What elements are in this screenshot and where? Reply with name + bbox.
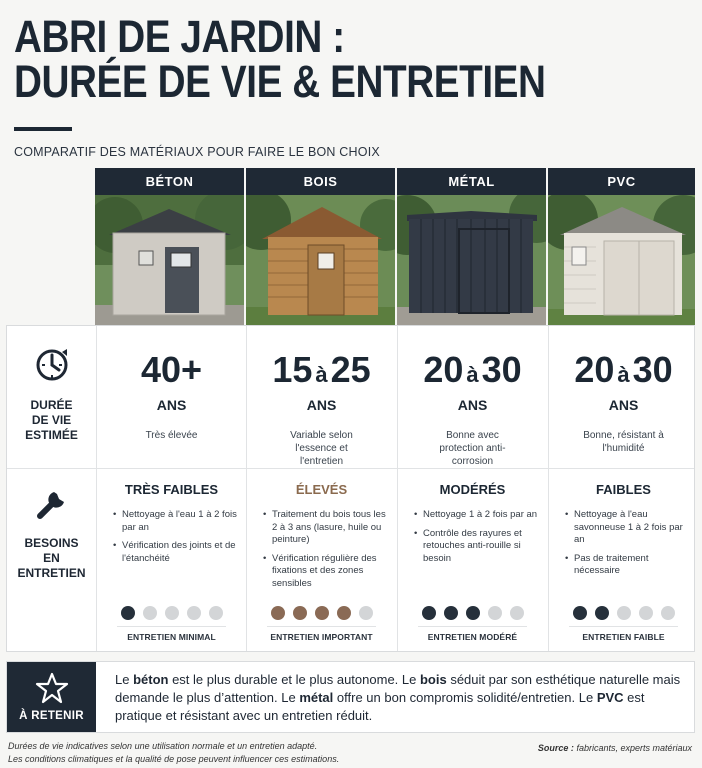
column-header-bois: BOIS bbox=[246, 168, 395, 195]
maintenance-item: • Contrôle des rayures et retouches anti-rouille si besoin bbox=[414, 528, 539, 566]
maintenance-level: TRÈS FAIBLES bbox=[124, 482, 219, 497]
maintenance-label: ENTRETIEN MINIMAL bbox=[127, 632, 216, 642]
rating-dot bbox=[444, 606, 458, 620]
rating-dot bbox=[595, 606, 609, 620]
maintenance-list bbox=[398, 509, 547, 565]
life-value: 20 à30 bbox=[574, 349, 673, 390]
maintenance-cell-metal bbox=[398, 482, 547, 652]
concrete-shed-image bbox=[95, 195, 244, 327]
subtitle: COMPARATIF DES MATÉRIAUX POUR FAIRE LE BON CHOIX bbox=[14, 145, 380, 159]
rating-dot bbox=[187, 606, 201, 620]
maintenance-cell-beton bbox=[97, 482, 246, 652]
life-unit: ANS bbox=[457, 397, 488, 413]
maintenance-rating bbox=[549, 606, 698, 620]
maintenance-rating bbox=[97, 606, 246, 620]
maintenance-item: • Vérification des joints et de l'étanchéité bbox=[113, 540, 238, 565]
life-value: 40+ bbox=[140, 349, 203, 390]
row-label-life-1: DURÉE bbox=[30, 398, 73, 412]
title-line-1: ABRI DE JARDIN : bbox=[14, 11, 345, 62]
maintenance-list bbox=[97, 509, 246, 565]
column-header-pvc: PVC bbox=[548, 168, 695, 195]
life-unit: ANS bbox=[306, 397, 337, 413]
maintenance-item: • Nettoyage 1 à 2 fois par an bbox=[414, 509, 539, 522]
rating-dot bbox=[209, 606, 223, 620]
maintenance-item: • Nettoyage à l'eau savonneuse 1 à 2 fois par an bbox=[565, 509, 690, 547]
rating-dot bbox=[359, 606, 373, 620]
row-label-life-2: DE VIE bbox=[31, 413, 72, 427]
rating-dot bbox=[573, 606, 587, 620]
footnote bbox=[8, 740, 339, 765]
maintenance-item: • Vérification régulière des fixations et des zones sensibles bbox=[263, 553, 388, 591]
metal-shed-image bbox=[397, 195, 546, 327]
row-label-maint-1: BESOINS bbox=[24, 536, 79, 550]
life-description: Bonne avec protection anti-corrosion bbox=[439, 430, 506, 467]
maintenance-item: • Nettoyage à l'eau 1 à 2 fois par an bbox=[113, 509, 238, 534]
rating-dot bbox=[639, 606, 653, 620]
rating-dot bbox=[293, 606, 307, 620]
maintenance-rating bbox=[398, 606, 547, 620]
rating-dot bbox=[315, 606, 329, 620]
rating-dot bbox=[510, 606, 524, 620]
title-underline bbox=[14, 127, 72, 131]
maintenance-cell-bois bbox=[247, 482, 396, 652]
life-description: Variable selon l'essence et l'entretien bbox=[290, 430, 353, 467]
life-cell-beton bbox=[97, 349, 246, 442]
rating-dot bbox=[271, 606, 285, 620]
footnote-line-1: Durées de vie indicatives selon une utilisation normale et un entretien adapté. bbox=[8, 741, 318, 751]
source-note: Source : fabricants, experts matériaux bbox=[537, 743, 692, 753]
rating-dot bbox=[466, 606, 480, 620]
star-icon bbox=[35, 672, 69, 704]
maintenance-cell-pvc bbox=[549, 482, 698, 652]
life-cell-bois bbox=[247, 349, 396, 468]
rating-dot bbox=[143, 606, 157, 620]
pvc-shed-image bbox=[548, 195, 695, 327]
maintenance-label: ENTRETIEN FAIBLE bbox=[582, 632, 665, 642]
life-value: 20 à30 bbox=[423, 349, 522, 390]
maintenance-label: ENTRETIEN MODÉRÉ bbox=[427, 632, 518, 642]
stopwatch-icon bbox=[32, 344, 72, 384]
page-title bbox=[14, 11, 599, 107]
key-takeaway-text: Le béton est le plus durable et le plus autonome. Le bois séduit par son esthétique naturelle mais demande le plus d’attention. Le métal offre un bon compromis solidité/entretien. Le PVC est pratique et résistant avec un entretien réduit. bbox=[115, 672, 681, 723]
row-label-life-3: ESTIMÉE bbox=[25, 428, 78, 442]
rating-dot bbox=[121, 606, 135, 620]
maintenance-level: MODÉRÉS bbox=[439, 482, 506, 497]
rating-dot bbox=[422, 606, 436, 620]
rating-dot bbox=[165, 606, 179, 620]
footnote-line-2: Les conditions climatiques et la qualité de pose peuvent influencer ces estimations. bbox=[8, 753, 340, 764]
rating-dot bbox=[617, 606, 631, 620]
column-header-metal: MÉTAL bbox=[397, 168, 546, 195]
rating-dot bbox=[488, 606, 502, 620]
maintenance-item: • Pas de traitement nécessaire bbox=[565, 553, 690, 578]
life-description: Très élevée bbox=[145, 430, 198, 441]
maintenance-item: • Traitement du bois tous les 2 à 3 ans (lasure, huile ou peinture) bbox=[263, 509, 388, 547]
key-takeaway-panel bbox=[6, 661, 695, 733]
comparison-table bbox=[6, 325, 695, 652]
row-label-maint-3: ENTRETIEN bbox=[17, 566, 86, 580]
wooden-shed-image bbox=[246, 195, 395, 327]
rating-dot bbox=[337, 606, 351, 620]
maintenance-level: FAIBLES bbox=[596, 482, 651, 497]
life-description: Bonne, résistant à l'humidité bbox=[583, 430, 664, 454]
column-header-beton: BÉTON bbox=[95, 168, 244, 195]
life-cell-metal bbox=[398, 349, 547, 468]
rating-dot bbox=[661, 606, 675, 620]
wrench-icon bbox=[32, 482, 72, 522]
key-takeaway-label: À RETENIR bbox=[19, 710, 84, 722]
life-value: 15 à25 bbox=[272, 349, 371, 390]
row-label-maint-2: EN bbox=[43, 551, 60, 565]
maintenance-label: ENTRETIEN IMPORTANT bbox=[270, 632, 373, 642]
title-line-2: DURÉE DE VIE & ENTRETIEN bbox=[14, 56, 546, 107]
life-unit: ANS bbox=[608, 397, 639, 413]
row-label-life bbox=[7, 344, 96, 443]
maintenance-list bbox=[549, 509, 698, 578]
key-takeaway-badge bbox=[7, 662, 96, 732]
maintenance-list bbox=[247, 509, 396, 590]
life-cell-pvc bbox=[549, 349, 698, 455]
maintenance-rating bbox=[247, 606, 396, 620]
maintenance-level: ÉLEVÉS bbox=[295, 482, 348, 497]
life-unit: ANS bbox=[156, 397, 187, 413]
row-label-maint bbox=[7, 482, 96, 581]
